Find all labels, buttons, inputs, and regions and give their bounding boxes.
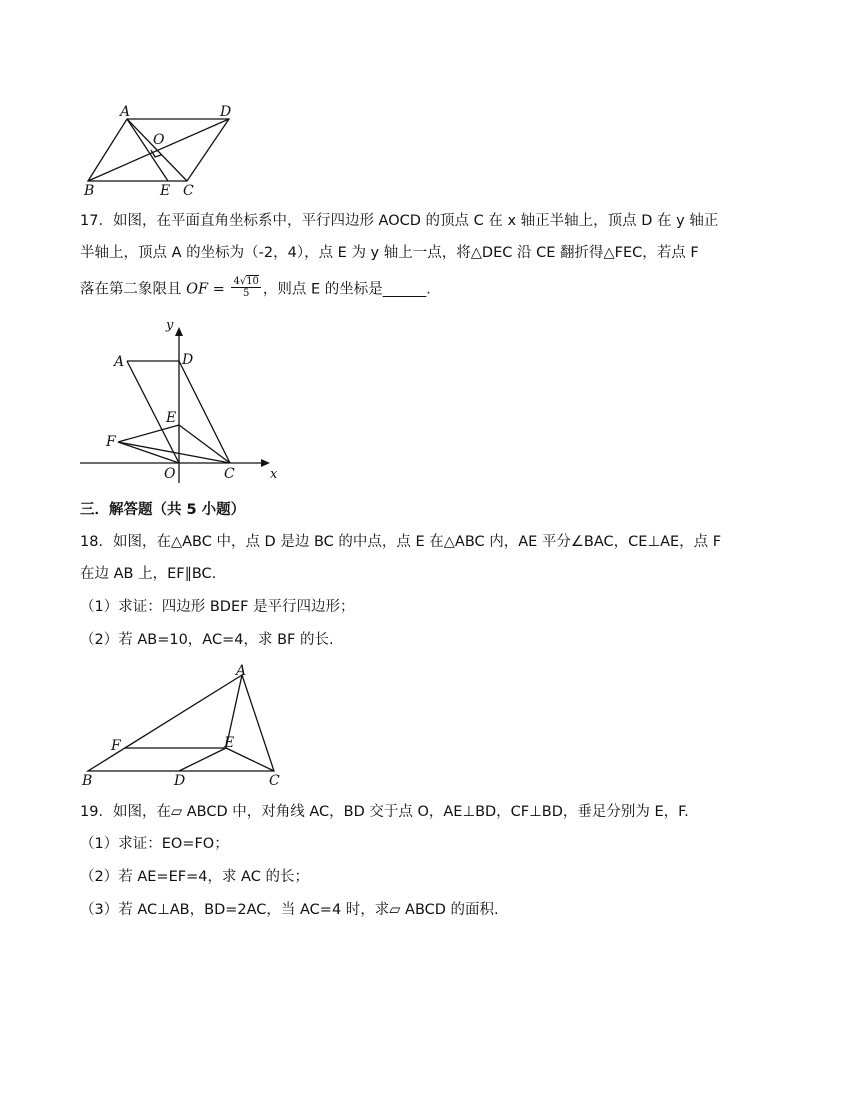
- label-o: O: [164, 466, 176, 482]
- q19-line-1: 19．如图，在▱ ABCD 中，对角线 AC，BD 交于点 O，AE⊥BD，CF⊥BD，垂足分别为 E，F.: [80, 804, 689, 820]
- label-c: C: [183, 183, 194, 199]
- figure-q16-svg: [80, 100, 260, 200]
- label-o: O: [153, 132, 165, 148]
- segment-fe: [118, 425, 179, 442]
- y-axis-arrow: [175, 327, 183, 336]
- x-axis-arrow: [261, 459, 270, 467]
- segment-dc: [179, 361, 230, 463]
- segment-ec: [179, 425, 230, 463]
- q17-line-3-pre: 落在第二象限且: [80, 281, 187, 298]
- q19-part-1: （1）求证：EO=FO；: [80, 836, 229, 852]
- label-e: E: [160, 183, 171, 199]
- fraction-denominator: 5: [242, 288, 250, 299]
- label-d: D: [220, 104, 232, 120]
- q18-part-1: （1）求证：四边形 BDEF 是平行四边形；: [80, 599, 355, 615]
- figure-q16: [80, 100, 260, 200]
- label-a: A: [236, 663, 247, 679]
- label-a: A: [120, 104, 131, 120]
- label-c: C: [224, 466, 235, 482]
- fraction-numerator: 4√10: [233, 276, 259, 287]
- label-b: B: [84, 183, 95, 199]
- q19-part-3: （3）若 AC⊥AB，BD=2AC，当 AC=4 时，求▱ ABCD 的面积.: [80, 902, 499, 918]
- q17-line-3: [80, 278, 431, 301]
- q17-line-1: 17．如图，在平面直角坐标系中，平行四边形 AOCD 的顶点 C 在 x 轴正半轴上，顶点 D 在 y 轴正: [80, 213, 719, 229]
- label-e: E: [224, 735, 235, 751]
- label-x-axis: x: [270, 467, 278, 482]
- label-a: A: [114, 354, 125, 370]
- figure-q17: [80, 315, 290, 485]
- q18-part-2: （2）若 AB=10，AC=4，求 BF 的长.: [80, 632, 334, 648]
- figure-q17-svg: [80, 315, 290, 485]
- segment-ae: [127, 119, 168, 181]
- label-y-axis: y: [166, 318, 174, 333]
- figure-q18-svg: [80, 662, 290, 792]
- fraction-4-root10-over-5: [231, 276, 260, 299]
- numerator-coefficient: 4: [233, 276, 240, 287]
- section-3-title: 三．解答题（共 5 小题）: [80, 502, 246, 518]
- segment-fc: [118, 442, 230, 463]
- label-d: D: [182, 352, 194, 368]
- label-c: C: [269, 773, 280, 789]
- q18-line-2: 在边 AB 上，EF∥BC.: [80, 566, 217, 582]
- figure-q18: [80, 662, 290, 792]
- label-d: D: [174, 773, 186, 789]
- segment-ed: [179, 748, 226, 771]
- math-of: OF: [186, 281, 209, 298]
- q18-line-1: 18．如图，在△ABC 中，点 D 是边 BC 的中点，点 E 在△ABC 内，AE 平分∠BAC，CE⊥AE，点 F: [80, 534, 722, 550]
- radicand: 10: [246, 276, 259, 287]
- label-f: F: [106, 434, 116, 450]
- label-f: F: [111, 738, 121, 754]
- math-equals: =: [208, 281, 230, 298]
- q17-line-2: 半轴上，顶点 A 的坐标为（-2，4），点 E 为 y 轴上一点，将△DEC 沿 CE 翻折得△FEC，若点 F: [80, 245, 699, 261]
- label-e: E: [166, 410, 177, 426]
- q19-part-2: （2）若 AE=EF=4，求 AC 的长；: [80, 869, 309, 885]
- q17-line-3-post: ，则点 E 的坐标是______.: [262, 281, 431, 298]
- triangle-abc: [88, 675, 274, 771]
- label-b: B: [82, 773, 93, 789]
